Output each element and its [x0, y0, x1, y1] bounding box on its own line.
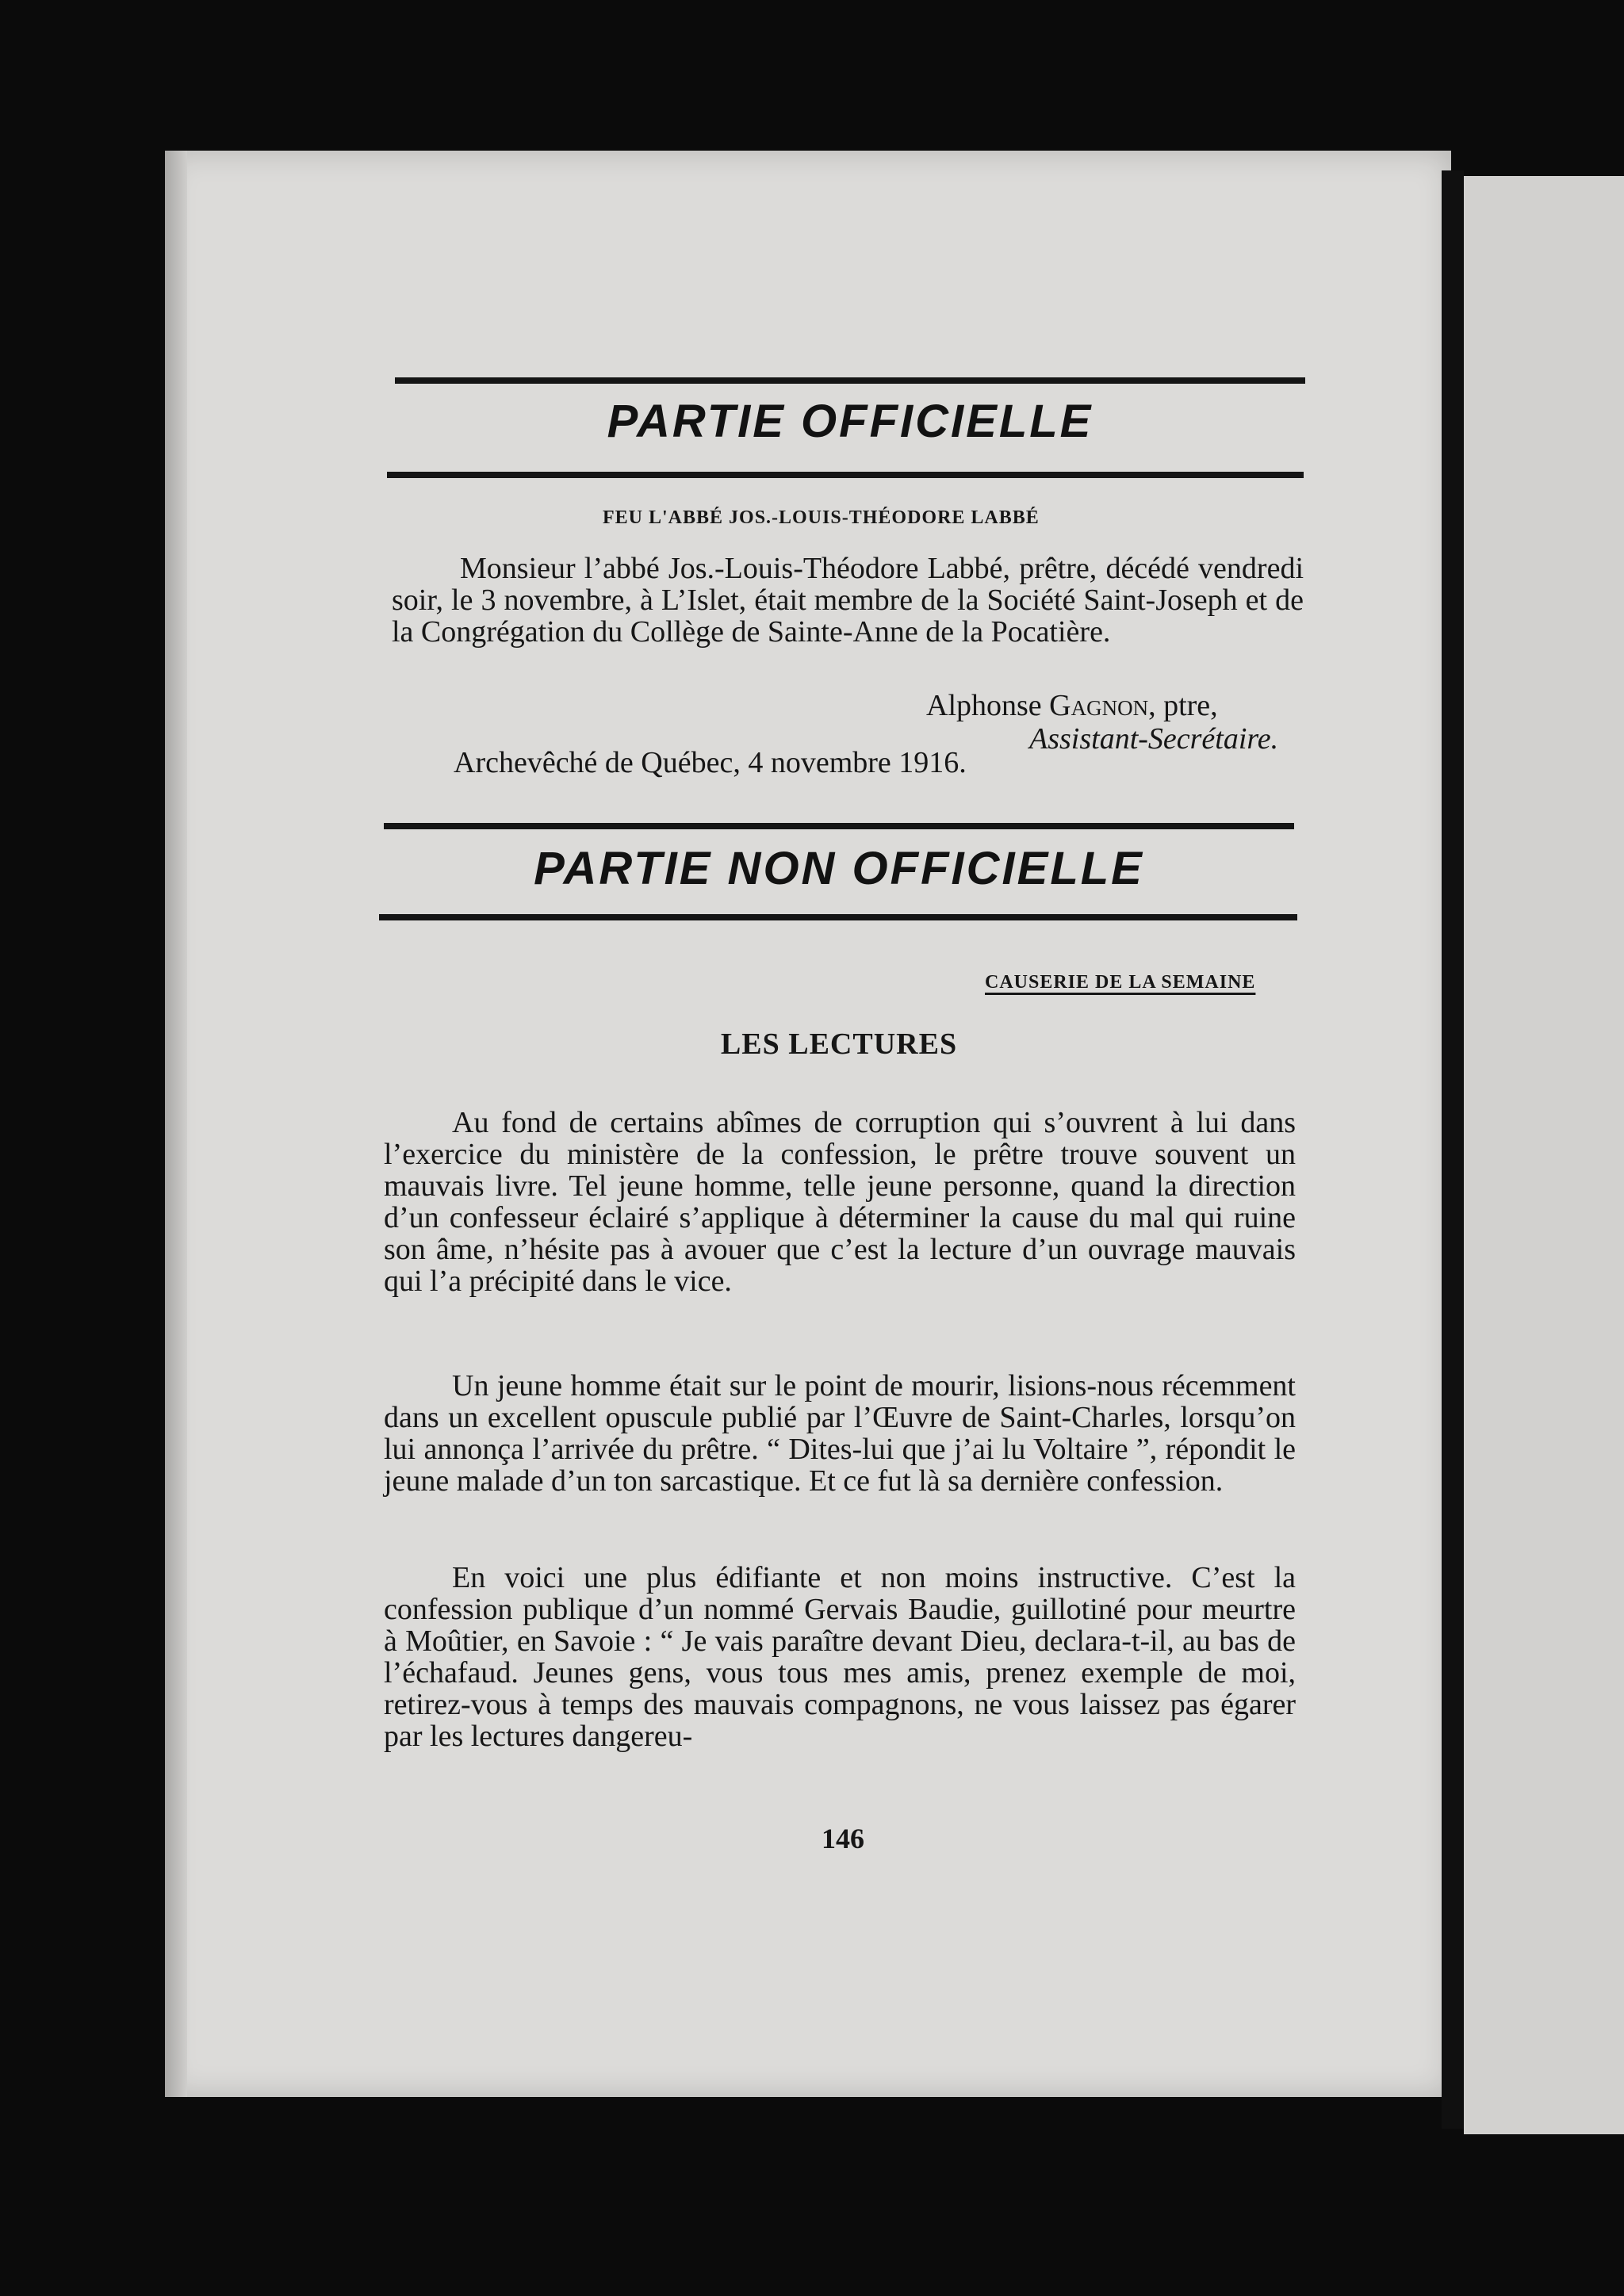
adjacent-page-edge: [1464, 176, 1624, 2134]
article-paragraph-2: Un jeune homme était sur le point de mourir, lisions-nous récemment dans un excellent opuscule publié par l’Œuvre de Saint-Charles, lorsqu’on lui annonça l’arrivée du prêtre. “ Dites-lui que j’ai lu Voltaire ”, répondit le jeune malade d’un ton sarcastique. Et ce fut là sa dernière confession.: [384, 1369, 1296, 1498]
unofficial-top-rule: [384, 823, 1294, 829]
obituary-text: Monsieur l’abbé Jos.-Louis-Théodore Labbé, prêtre, décédé vendredi soir, le 3 novembre, à L’Islet, était membre de la Société Saint-Joseph et de la Congrégation du Collège de Sainte-Anne de la Pocatière.: [392, 552, 1304, 649]
signature-title: Assistant-Secrétaire.: [1029, 722, 1279, 756]
signature-surname: Gagnon: [1049, 689, 1149, 722]
page-edge: [165, 151, 187, 2097]
signature-suffix: , ptre,: [1148, 689, 1218, 722]
unofficial-heading-bottom-rule: [379, 914, 1297, 920]
obituary-title: FEU L'ABBÉ JOS.-LOUIS-THÉODORE LABBÉ: [603, 507, 1040, 528]
official-heading-bottom-rule: [387, 472, 1304, 478]
article-paragraph-3: En voici une plus édifiante et non moins instructive. C’est la confession publique d’un nommé Gervais Baudie, guillotiné pour meurtre à Moûtier, en Savoie : “ Je vais paraître devant Dieu, declara-t-il, au bas de l’échafaud. Jeunes gens, vous tous mes amis, prenez exemple de moi, retirez-vous à temps des mauvais compagnons, ne vous laissez pas égarer par les lectures dangereu-: [384, 1561, 1296, 1753]
place-date: Archevêché de Québec, 4 novembre 1916.: [454, 746, 967, 779]
signature-name: Alphonse: [926, 689, 1042, 722]
article-title: LES LECTURES: [720, 1027, 958, 1061]
article-paragraph-1: Au fond de certains abîmes de corruption qui s’ouvrent à lui dans l’exercice du ministère de la confession, le prêtre trouve souvent un mauvais livre. Tel jeune homme, telle jeune personne, quand la direction d’un confesseur éclairé s’applique à déterminer la cause du mal qui ruine son âme, n’hésite pas à avouer que c’est la lecture d’un ouvrage mauvais qui l’a précipité dans le vice.: [384, 1106, 1296, 1298]
book-gutter: [1442, 170, 1464, 2129]
page-number: 146: [822, 1823, 864, 1854]
unofficial-section-heading: PARTIE NON OFFICIELLE: [534, 843, 1144, 894]
top-rule: [395, 377, 1305, 384]
signature-line: [926, 688, 1218, 723]
official-section-heading: PARTIE OFFICIELLE: [607, 396, 1094, 447]
column-label: CAUSERIE DE LA SEMAINE: [985, 972, 1256, 993]
